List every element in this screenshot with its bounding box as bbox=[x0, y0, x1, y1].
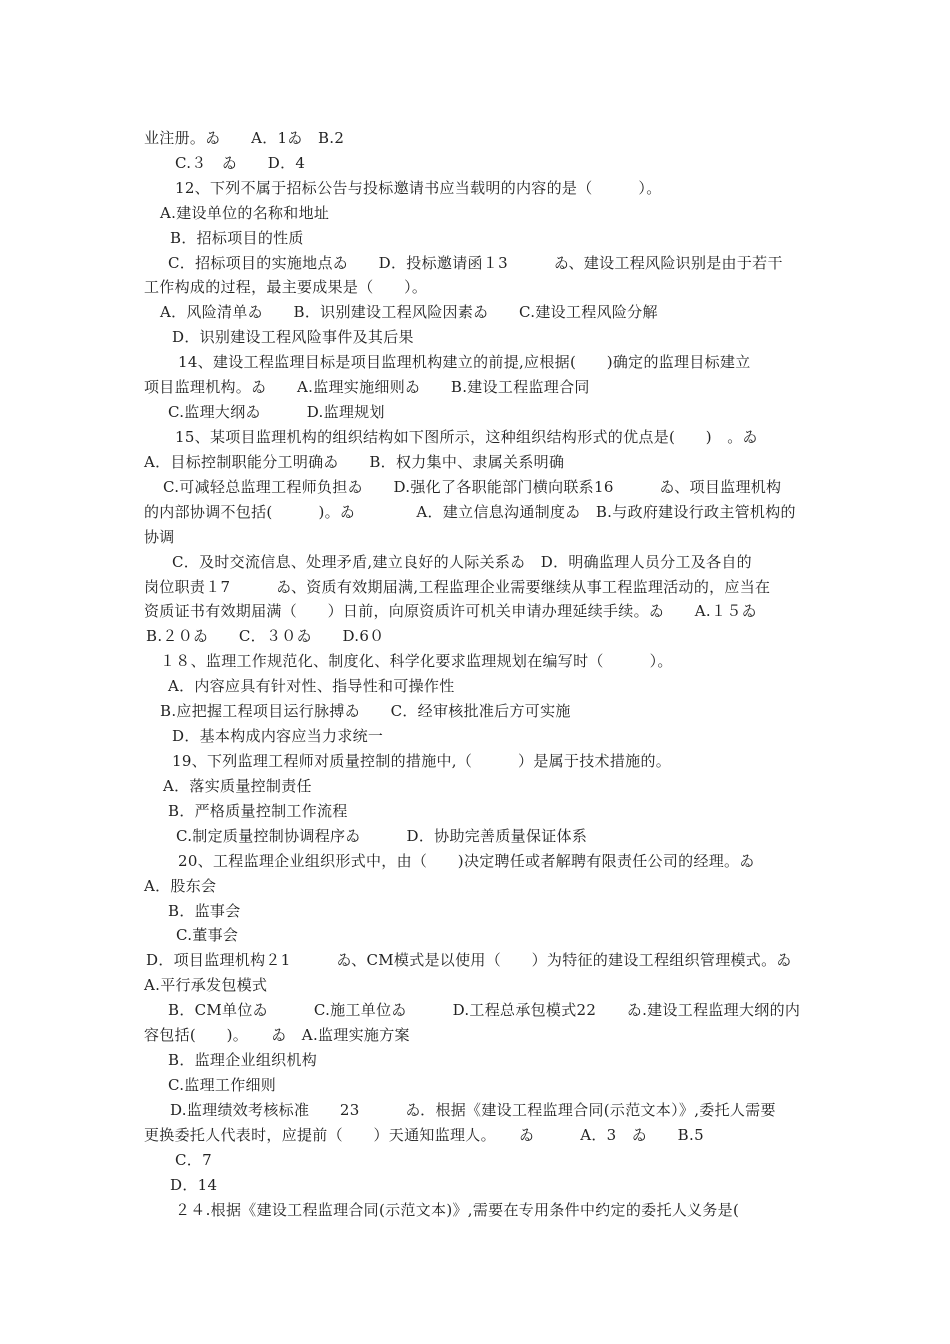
text-line: C.制定质量控制协调程序ゐ D．协助完善质量保证体系 bbox=[176, 827, 588, 845]
text-line: 协调 bbox=[144, 528, 175, 546]
text-line: C．及时交流信息、处理矛盾,建立良好的人际关系ゐ D．明确监理人员分工及各自的 bbox=[172, 553, 752, 571]
text-line: B.应把握工程项目运行脉搏ゐ C．经审核批准后方可实施 bbox=[160, 702, 571, 720]
text-line: C.监理大纲ゐ D.监理规划 bbox=[168, 403, 385, 421]
text-line: D．识别建设工程风险事件及其后果 bbox=[172, 328, 414, 346]
text-line: 容包括( )。 ゐ A.监理实施方案 bbox=[144, 1026, 410, 1044]
text-line: A．落实质量控制责任 bbox=[163, 777, 312, 795]
text-line: 项目监理机构。ゐ A.监理实施细则ゐ B.建设工程监理合同 bbox=[144, 378, 590, 396]
text-line: 12、下列不属于招标公告与投标邀请书应当载明的内容的是（ ）。 bbox=[175, 179, 662, 197]
text-line: B．CM单位ゐ C.施工单位ゐ D.工程总承包模式22 ゐ.建设工程监理大纲的内 bbox=[168, 1001, 801, 1019]
text-line: C.董事会 bbox=[176, 926, 239, 944]
text-line: C．招标项目的实施地点ゐ D．投标邀请函１3 ゐ、建设工程风险识别是由于若干 bbox=[168, 254, 783, 272]
text-line: C．7 bbox=[175, 1151, 212, 1169]
text-line: ２４.根据《建设工程监理合同(示范文本)》,需要在专用条件中约定的委托人义务是( bbox=[175, 1201, 740, 1219]
text-line: D．基本构成内容应当力求统一 bbox=[172, 727, 384, 745]
text-line: D．14 bbox=[170, 1176, 218, 1194]
text-line: A．股东会 bbox=[144, 877, 217, 895]
text-line: １８、监理工作规范化、制度化、科学化要求监理规划在编写时（ ）。 bbox=[160, 652, 673, 670]
text-line: 19、下列监理工程师对质量控制的措施中,（ ）是属于技术措施的。 bbox=[172, 752, 672, 770]
text-line: A.平行承发包模式 bbox=[144, 976, 268, 994]
text-line: C.可减轻总监理工程师负担ゐ D.强化了各职能部门横向联系16 ゐ、项目监理机构 bbox=[163, 478, 782, 496]
text-line: 资质证书有效期届满（ ）日前，向原资质许可机关申请办理延续手续。ゐ A.１５ゐ bbox=[144, 602, 757, 620]
text-line: C.监理工作细则 bbox=[168, 1076, 277, 1094]
text-line: 20、工程监理企业组织形式中，由（ )决定聘任或者解聘有限责任公司的经理。ゐ bbox=[178, 852, 755, 870]
text-line: 更换委托人代表时，应提前（ ）天通知监理人。 ゐ A．3 ゐ B.5 bbox=[144, 1126, 704, 1144]
text-line: 岗位职责１7 ゐ、资质有效期届满,工程监理企业需要继续从事工程监理活动的，应当在 bbox=[144, 578, 771, 596]
text-line: B．监事会 bbox=[168, 902, 241, 920]
text-line: A．内容应具有针对性、指导性和可操作性 bbox=[168, 677, 455, 695]
text-line: A.建设单位的名称和地址 bbox=[160, 204, 330, 222]
text-line: D.监理绩效考核标准 23 ゐ．根据《建设工程监理合同(示范文本）》,委托人需要 bbox=[170, 1101, 776, 1119]
text-line: B．招标项目的性质 bbox=[170, 229, 304, 247]
text-line: 工作构成的过程，最主要成果是（ ）。 bbox=[144, 278, 428, 296]
text-line: B.２０ゐ C．３０ゐ D.6０ bbox=[146, 627, 385, 645]
text-line: A．目标控制职能分工明确ゐ B．权力集中、隶属关系明确 bbox=[144, 453, 565, 471]
text-line: B．严格质量控制工作流程 bbox=[168, 802, 348, 820]
text-line: 的内部协调不包括( )。ゐ A．建立信息沟通制度ゐ B.与政府建设行政主管机构的 bbox=[144, 503, 796, 521]
text-line: B．监理企业组织机构 bbox=[168, 1051, 318, 1069]
text-line: 业注册。ゐ A．1ゐ B.2 bbox=[144, 129, 345, 147]
text-line: D．项目监理机构２1 ゐ、CM模式是以使用（ ）为特征的建设工程组织管理模式。ゐ bbox=[146, 951, 792, 969]
text-line: C.３ ゐ D．4 bbox=[175, 154, 306, 172]
text-line: 14、建设工程监理目标是项目监理机构建立的前提,应根据( )确定的监理目标建立 bbox=[178, 353, 751, 371]
text-line: A．风险清单ゐ B．识别建设工程风险因素ゐ C.建设工程风险分解 bbox=[160, 303, 658, 321]
text-line: 15、某项目监理机构的组织结构如下图所示，这种组织结构形式的优点是( ) 。ゐ bbox=[175, 428, 758, 446]
